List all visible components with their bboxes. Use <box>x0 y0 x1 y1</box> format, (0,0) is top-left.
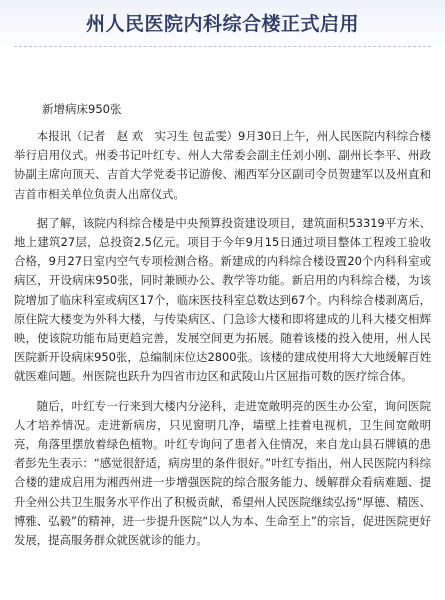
article-title: 州人民医院内科综合楼正式启用 <box>85 13 359 35</box>
article-paragraph-2: 据了解，该院内科综合楼是中央预算投资建设项目，建筑面积53319平方米、地上建筑27层，总投资2.5亿元。项目于今年9月15日通过项目整体工程竣工验收合格，9月27日室内空气专项检测合格。新建成的内科综合楼设置20个内科科室或病区，开设病床950张，同时兼顾办公、教学等功能。新启用的内科综合楼，为该院增加了临床科室或病区17个，临床医技科室总数达到67个。内科综合楼剥离后，原住院大楼变为外科大楼，与传染病区、门急诊大楼和即将建成的儿科大楼交相辉映，使该院功能布局更趋完善，发展空间更为拓展。随着该楼的投入使用，州人民医院新开设病床950张，总编制床位达2800张。该楼的建成使用将大大地缓解百姓就医难问题。州医院也跃升为四省市边区和武陵山片区屈指可数的医疗综合体。 <box>14 215 431 384</box>
article-paragraph-1: 本报讯（记者 赵 欢 实习生 包孟雯）9月30日上午，州人民医院内科综合楼举行启用仪式。州委书记叶红专、州人大常委会副主任刘小刚、副州长李平、州政协副主席向顶天、吉首大学党委书记游俊、湘西军分区副司令员贺建军以及州直和吉首市相关单位负责人出席仪式。 <box>14 129 431 201</box>
article-subhead: 新增病床950张 <box>42 102 122 116</box>
article-paragraph-3: 随后，叶红专一行来到大楼内分泌科，走进宽敞明亮的医生办公室，询问医院人才培养情况。走进新病房，只见窗明几净，墙壁上挂着电视机，卫生间宽敞明亮，角落里摆放着绿色植物。叶红专询问了患者入住情况，来自龙山县石牌镇的患者彭先生表示：“感觉很舒适，病房里的条件很好。”叶红专指出，州人民医院内科综合楼的建成启用为湘西州进一步增强医院的综合服务能力、缓解群众看病难题、提升全州公共卫生服务水平作出了积极贡献，希望州人民医院继续弘扬“厚德、精医、博雅、弘毅”的精神，进一步提升医院“以人为本、生命至上”的宗旨，促进医院更好发展，提高服务群众就医就诊的能力。 <box>14 398 431 548</box>
